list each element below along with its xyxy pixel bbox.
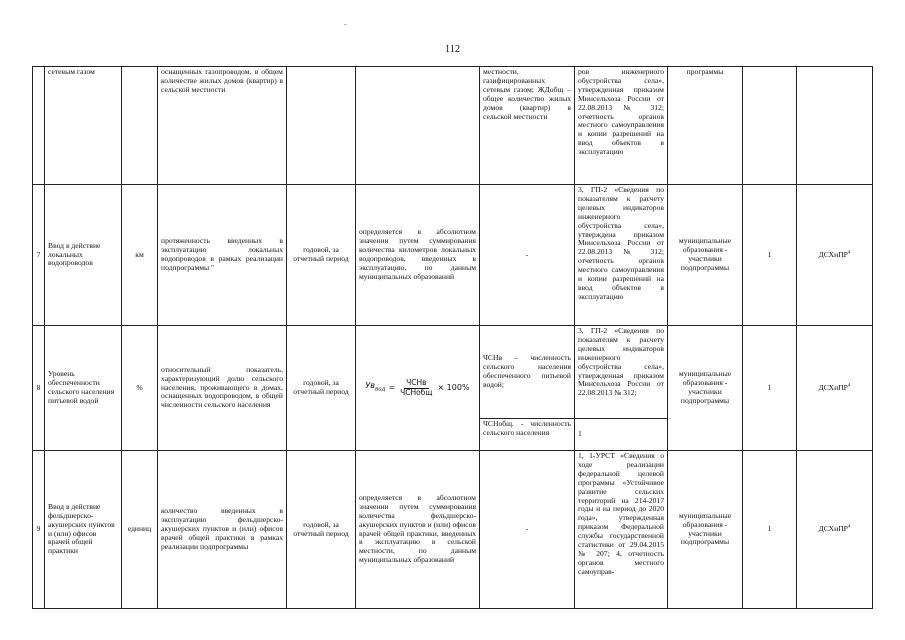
page-number: 112	[444, 44, 461, 55]
cell-source: ров инженерного обустройства села», утвержденная приказом Минсельхоза России от 22.08.2013 № 312; отчетность органов местного самоуправления и копии разрешений на ввод объектов в эксплуатацию	[575, 67, 668, 185]
indicator-table	[32, 66, 873, 609]
org-label: ДСХиПР	[818, 524, 848, 534]
cell-name: Ввод в действие фельдшерско-акушерских пунктов и (или) офисов врачей общей практики	[45, 451, 122, 609]
table-row	[33, 451, 873, 609]
formula	[365, 379, 469, 398]
formula-fraction	[398, 379, 434, 398]
page-mark: -	[344, 20, 347, 29]
cell-name: сетевым газом	[45, 67, 122, 185]
cell-periodicity: годовой, за отчетный период	[287, 185, 356, 326]
cell-periodicity: годовой, за отчетный период	[287, 451, 356, 609]
cell-org	[797, 326, 873, 451]
cell-unit: %	[122, 326, 158, 451]
table-row	[33, 326, 873, 419]
cell-method: определяется в абсолютном значении путем суммирования количества фельдшерско-акушерских пунктов и (или) офисов врачей общей практики, введенных в эксплуатацию в сельской местности, по данным муниципальных образований	[356, 451, 480, 609]
cell-org	[797, 185, 873, 326]
cell-source: 1, 1-УРСТ «Сведения о ходе реализации федеральной целевой программы «Устойчивое развитие сельских территорий на 214-2017 годы и на период до 2020 года», утвержденная приказом Федеральной службы государственной статистики от 29.04.2015 № 207; 4, отчетность органов местного самоуправ-	[575, 451, 668, 609]
footnote-mark: 4	[847, 250, 851, 256]
cell-num: 8	[33, 326, 45, 451]
org-label: ДСХиПР	[818, 382, 848, 392]
cell-description: количество введенных в эксплуатацию фельдшерско-акушерских пунктов и (или) офисов врачей общей практики в рамках реализации подпрограммы	[158, 451, 287, 609]
formula-numerator: ЧСНв	[406, 377, 427, 387]
cell-name: Ввод в действие локальных водопроводов	[45, 185, 122, 326]
cell-description: оснащенных газопроводом, в общем количестве жилых домов (квартир) в сельской местности	[158, 67, 287, 185]
cell-org	[797, 67, 873, 185]
cell-variables: местности, газифицированных сетевым газом; ЖДобщ – общее количество жилых домов (квартир) в сельской местности	[480, 67, 575, 185]
cell-description: протяженность введенных в эксплуатацию локальных водопроводов в рамках реализации подпрограммы "	[158, 185, 287, 326]
cell-unit: км	[122, 185, 158, 326]
cell-periodicity: годовой, за отчетный период	[287, 326, 356, 451]
cell-variables: -	[480, 185, 575, 326]
cell-source: 1	[575, 419, 668, 451]
cell-num: 9	[33, 451, 45, 609]
cell-method: определяется в абсолютном значении путем суммирования количества километров локальных водопроводов, введенных в эксплуатацию, по данным муниципальных образований	[356, 185, 480, 326]
table-row	[33, 185, 873, 326]
cell-variables: ЧСНв – численность сельского населения обеспеченного питьевой водой;	[480, 326, 575, 419]
cell-variables: -	[480, 451, 575, 609]
cell-method	[356, 67, 480, 185]
cell-code	[743, 67, 797, 185]
cell-source: 3, ГП-2 «Сведения по показателям к расчету целевых индикаторов инженерного обустройства села», утверждена приказом Минсельхоза России от 22.08.2013 № 312; отчетность органов местного самоуправления и копии разрешений на ввод объектов в эксплуатацию	[575, 185, 668, 326]
formula-lhs: $Ув_{вод}$	[365, 380, 386, 393]
cell-num	[33, 67, 45, 185]
cell-responsible: программы	[668, 67, 743, 185]
cell-code: 1	[743, 185, 797, 326]
cell-code: 1	[743, 451, 797, 609]
formula-lhs-subscript: вод	[375, 386, 386, 393]
cell-periodicity	[287, 67, 356, 185]
cell-responsible: муниципальные образования - участники подпрограммы	[668, 451, 743, 609]
cell-formula	[356, 326, 480, 451]
formula-denominator: ЧСНобщ	[400, 387, 433, 397]
footnote-mark: 4	[847, 383, 851, 389]
cell-code: 1	[743, 326, 797, 451]
footnote-mark: 4	[847, 524, 851, 530]
cell-name: Уровень обеспеченности сельского населения питьевой водой	[45, 326, 122, 451]
cell-description: относительный показатель, характеризующий долю сельского населения, проживающего в домах, оснащенных водопроводом, в общей численности сельского населения	[158, 326, 287, 451]
cell-variables: ЧСНобщ. - численность сельского населения	[480, 419, 575, 451]
cell-responsible: муниципальные образования - участники подпрограммы	[668, 326, 743, 451]
org-label: ДСХиПР	[818, 249, 848, 259]
cell-num: 7	[33, 185, 45, 326]
cell-source: 3, ГП-2 «Сведения по показателям к расчету целевых индикаторов инженерного обустройства села», утвержденная приказом Минсельхоза России от 22.08.2013 № 312;	[575, 326, 668, 419]
cell-unit	[122, 67, 158, 185]
formula-tail: × 100%	[437, 382, 470, 392]
table-row	[33, 67, 873, 185]
cell-unit: единиц	[122, 451, 158, 609]
cell-org	[797, 451, 873, 609]
formula-equals: =	[388, 382, 396, 392]
cell-responsible: муниципальные образования - участники подпрограммы	[668, 185, 743, 326]
